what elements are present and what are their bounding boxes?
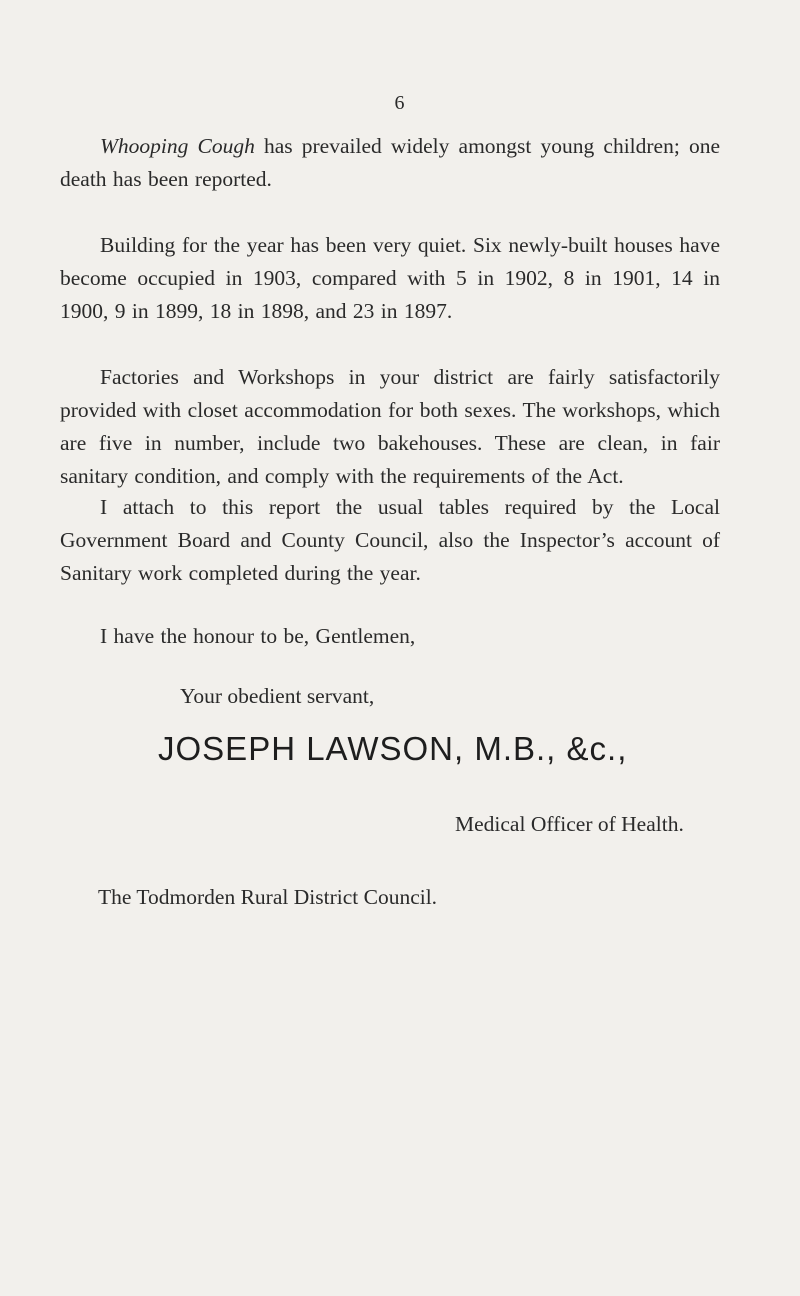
- closing-salutation: Your obedient servant,: [180, 684, 375, 708]
- paragraph-text: Factories and Workshops in your district are fairly satisfactorily provided with closet accommodation for both sexes. The workshops, which are five in number, include two bakehouses. These are clean, in fair sanitary condition, and comply with the requirements of the Act.: [60, 365, 720, 488]
- paragraph-factories: [60, 361, 720, 493]
- paragraph-honour: [60, 620, 720, 653]
- paragraph-whooping-cough: [60, 130, 720, 196]
- signature-title: Medical Officer of Health.: [455, 812, 684, 836]
- paragraph-text: I have the honour to be, Gentlemen,: [100, 624, 416, 648]
- paragraph-lead-italic: Whooping Cough: [100, 134, 255, 158]
- paragraph-text: Building for the year has been very quiet. Six newly-built houses have become occupied in 1903, compared with 5 in 1902, 8 in 1901, 14 in 1900, 9 in 1899, 18 in 1898, and 23 in 1897.: [60, 233, 720, 323]
- paragraph-text: has prevailed widely amongst young children; one death has been reported.: [60, 134, 720, 191]
- signature-name: JOSEPH LAWSON, M.B., &c.,: [158, 730, 628, 767]
- paragraph-tables: [60, 491, 720, 590]
- paragraph-building: [60, 229, 720, 328]
- paragraph-text: I attach to this report the usual tables required by the Local Government Board and County Council, also the Inspector’s account of Sanitary work completed during the year.: [60, 495, 720, 585]
- addressee: The Todmorden Rural District Council.: [98, 885, 438, 909]
- page-number: 6: [394, 92, 406, 114]
